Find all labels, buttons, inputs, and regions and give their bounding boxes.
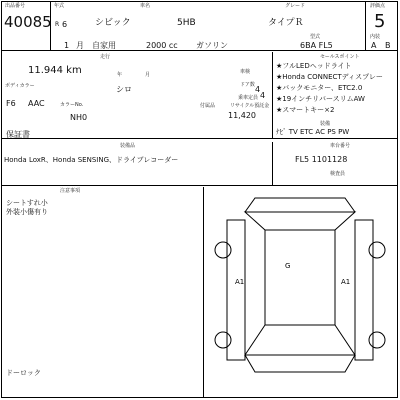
interior-label: 内装 (370, 34, 381, 40)
chassis-label: 車台番号 (330, 143, 351, 149)
frame-right (397, 1, 398, 398)
divider (272, 52, 273, 138)
model-label: 型式 (310, 34, 321, 40)
options-label: セールスポイント (320, 54, 360, 60)
mileage: 11.944 km (28, 65, 82, 76)
car-hood (245, 212, 355, 230)
interior: A (371, 41, 377, 50)
car-damage-diagram (205, 190, 395, 395)
month-unit: 月 (76, 41, 84, 50)
mark-a1-left: A1 (235, 278, 245, 286)
divider (1, 185, 398, 186)
option-item: ★フルLEDヘッドライト (276, 62, 352, 70)
divider (272, 142, 273, 185)
capacity-label: 乗車定員 (238, 95, 259, 101)
car-name: シビック (95, 18, 131, 28)
grade-label: グレード (285, 3, 306, 9)
recycle: 11,420 (228, 111, 256, 120)
shift: F6 (6, 99, 16, 108)
remark: 外装小傷有り (6, 208, 48, 216)
lot-number: 40085 (4, 13, 52, 31)
bottom-note: ドーロック (6, 369, 41, 377)
frame-bottom (1, 397, 398, 398)
lot-label: 出品番号 (5, 3, 26, 9)
chassis: FL5 1101128 (295, 155, 348, 164)
year-value: 6 (62, 20, 68, 29)
exterior: B (385, 41, 391, 50)
shaken-label: 車検 (240, 69, 251, 75)
month-value: 1 (64, 41, 70, 50)
fuel: ガソリン (196, 41, 228, 50)
shaken-year: 年 (117, 72, 123, 78)
divider (365, 1, 366, 51)
capacity: 4 (260, 91, 266, 100)
color-no-label: カラーNo. (60, 102, 84, 108)
maker-label: 車名 (140, 3, 151, 9)
warranty: 保証書 (6, 130, 30, 139)
divider (1, 138, 398, 139)
mark-g: G (285, 262, 291, 270)
car-trunk (245, 325, 355, 355)
equipment: ﾅﾋﾞ TV ETC AC PS PW (276, 128, 350, 136)
wheel (369, 242, 385, 258)
mark-a1-right: A1 (341, 278, 351, 286)
recycle-label: リサイクル預託金 (230, 103, 270, 109)
notes-label: 注意事項 (60, 188, 81, 194)
score-label: 評価点 (370, 3, 386, 9)
shaken-month: 月 (145, 72, 151, 78)
wheel (215, 332, 231, 348)
displacement: 2000 cc (146, 41, 178, 50)
usage: 自家用 (92, 41, 116, 50)
option-item: ★19インチリバースリムAW (276, 95, 365, 103)
year-label: 年式 (54, 3, 65, 9)
car-roof (265, 230, 335, 325)
frame-left (1, 1, 2, 398)
doors: 4 (255, 85, 261, 94)
features: Honda LoxR、Honda SENSING、ドライブレコーダー (4, 156, 179, 164)
car-left-side (227, 220, 245, 360)
option-item: ★Honda CONNECTディスプレー (276, 73, 383, 81)
divider (1, 50, 398, 51)
front-bumper (245, 198, 355, 212)
inspector-label: 検査員 (330, 171, 346, 177)
remark: シートすれ小 (6, 199, 48, 207)
body-type: 5HB (177, 18, 196, 28)
wheel (369, 332, 385, 348)
model-code: 6BA FL5 (300, 41, 333, 50)
frame-top (1, 1, 398, 2)
doors-label: ドア数 (240, 82, 255, 88)
mileage-label: 走行 (100, 54, 111, 60)
color: シロ (116, 85, 132, 94)
extra-label: 付属品 (200, 103, 216, 109)
color-label: ボディカラー (5, 83, 35, 89)
score: 5 (374, 11, 386, 32)
features-label: 装備品 (120, 143, 136, 149)
wheel (215, 242, 231, 258)
grade: タイプＲ (268, 18, 304, 28)
equipment-label: 装備 (320, 121, 331, 127)
option-item: ★バックモニター、ETC2.0 (276, 84, 363, 92)
year-prefix: R (55, 21, 60, 28)
ac: AAC (28, 99, 45, 108)
divider (203, 187, 204, 397)
color-no: NH0 (70, 113, 88, 122)
option-item: ★スマートキー×2 (276, 106, 335, 114)
car-right-side (355, 220, 373, 360)
rear-bumper (245, 355, 355, 372)
